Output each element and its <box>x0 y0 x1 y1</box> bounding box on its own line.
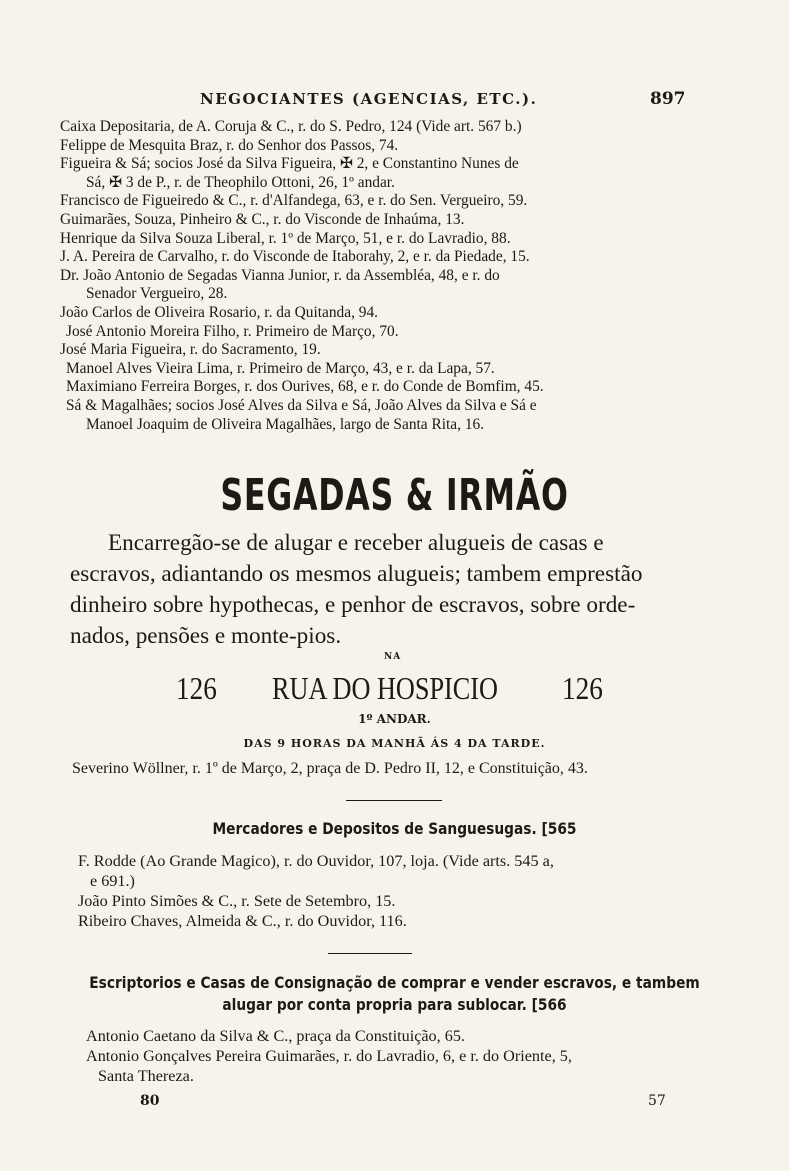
section-heading-line: alugar por conta propria para sublocar. [566 <box>222 995 567 1014</box>
list-item: Figueira & Sá; socios José da Silva Figueira, ✠ 2, e Constantino Nunes de <box>60 155 519 173</box>
list-item: Dr. João Antonio de Segadas Vianna Junior, r. da Assembléa, 48, e r. do <box>60 266 500 284</box>
list-item: Manoel Alves Vieira Lima, r. Primeiro de Março, 43, e r. da Lapa, 57. <box>66 359 495 377</box>
list-item: Francisco de Figueiredo & C., r. d'Alfandega, 63, e r. do Sen. Vergueiro, 59. <box>60 192 528 210</box>
advert-na: NA <box>384 652 402 662</box>
address-number-left: 126 <box>176 670 217 706</box>
list-item: Antonio Caetano da Silva & C., praça da Constituição, 65. <box>86 1027 465 1045</box>
list-item: Sá & Magalhães; socios José Alves da Silva e Sá, João Alves da Silva e Sá e <box>66 396 537 414</box>
header-title: NEGOCIANTES (AGENCIAS, ETC.). <box>200 90 538 108</box>
list-item: João Pinto Simões & C., r. Sete de Setembro, 15. <box>78 892 396 910</box>
advert-hours: DAS 9 HORAS DA MANHÃ ÁS 4 DA TARDE. <box>243 737 546 750</box>
divider <box>328 953 412 954</box>
page-number: 897 <box>650 89 686 109</box>
address-number-right: 126 <box>562 670 603 706</box>
list-item: Felippe de Mesquita Braz, r. do Senhor dos Passos, 74. <box>60 136 399 154</box>
list-item: Maximiano Ferreira Borges, r. dos Ourives, 68, e r. do Conde de Bomfim, 45. <box>66 378 544 396</box>
section-heading: Mercadores e Depositos de Sanguesugas. [565 <box>212 819 577 838</box>
list-item: João Carlos de Oliveira Rosario, r. da Quitanda, 94. <box>60 303 379 321</box>
advert-body-line: dinheiro sobre hypothecas, e penhor de escravos, sobre orde- <box>70 592 636 618</box>
signature-mark-right: 57 <box>648 1093 666 1109</box>
list-item-continuation: Santa Thereza. <box>98 1067 194 1085</box>
advert-body-line: nados, pensões e monte-pios. <box>70 623 342 649</box>
list-item-continuation: Sá, ✠ 3 de P., r. de Theophilo Ottoni, 26, 1º andar. <box>86 173 395 191</box>
advert-floor: 1º ANDAR. <box>358 712 431 726</box>
list-item: Ribeiro Chaves, Almeida & C., r. do Ouvidor, 116. <box>78 912 407 930</box>
advert-body-line: Encarregão-se de alugar e receber alugueis de casas e <box>108 530 604 556</box>
list-item-continuation: Manoel Joaquim de Oliveira Magalhães, largo de Santa Rita, 16. <box>86 415 485 433</box>
list-item: F. Rodde (Ao Grande Magico), r. do Ouvidor, 107, loja. (Vide arts. 545 a, <box>78 852 554 870</box>
directory-entries <box>60 118 720 434</box>
advert-body <box>70 528 720 652</box>
section-list <box>86 1026 766 1086</box>
list-item: J. A. Pereira de Carvalho, r. do Visconde de Itaborahy, 2, e r. da Piedade, 15. <box>60 248 530 266</box>
advert-body-line: escravos, adiantando os mesmos alugueis; tambem emprestão <box>70 561 643 587</box>
advert-contact: Severino Wöllner, r. 1º de Março, 2, praça de D. Pedro II, 12, e Constituição, 43. <box>72 760 588 777</box>
running-header <box>0 90 789 112</box>
section-heading <box>55 972 734 1016</box>
divider <box>346 800 442 801</box>
list-item-continuation: e 691.) <box>90 872 135 890</box>
list-item: José Maria Figueira, r. do Sacramento, 19. <box>60 341 321 359</box>
list-item: Guimarães, Souza, Pinheiro & C., r. do Visconde de Inhaúma, 13. <box>60 210 465 228</box>
advert-address <box>0 670 789 712</box>
advert-title: SEGADAS & IRMÃO <box>220 470 569 521</box>
list-item: Antonio Gonçalves Pereira Guimarães, r. do Lavradio, 6, e r. do Oriente, 5, <box>86 1047 572 1065</box>
list-item: Henrique da Silva Souza Liberal, r. 1º de Março, 51, e r. do Lavradio, 88. <box>60 229 511 247</box>
page-footer <box>0 1093 789 1113</box>
list-item: José Antonio Moreira Filho, r. Primeiro de Março, 70. <box>66 322 399 340</box>
address-street: RUA DO HOSPICIO <box>272 670 498 706</box>
list-item: Caixa Depositaria, de A. Coruja & C., r. do S. Pedro, 124 (Vide art. 567 b.) <box>60 118 522 135</box>
list-item-continuation: Senador Vergueiro, 28. <box>86 285 228 303</box>
section-list <box>78 851 758 931</box>
signature-mark-left: 80 <box>140 1093 160 1109</box>
section-heading-line: Escriptorios e Casas de Consignação de comprar e vender escravos, e tambem <box>89 973 700 992</box>
